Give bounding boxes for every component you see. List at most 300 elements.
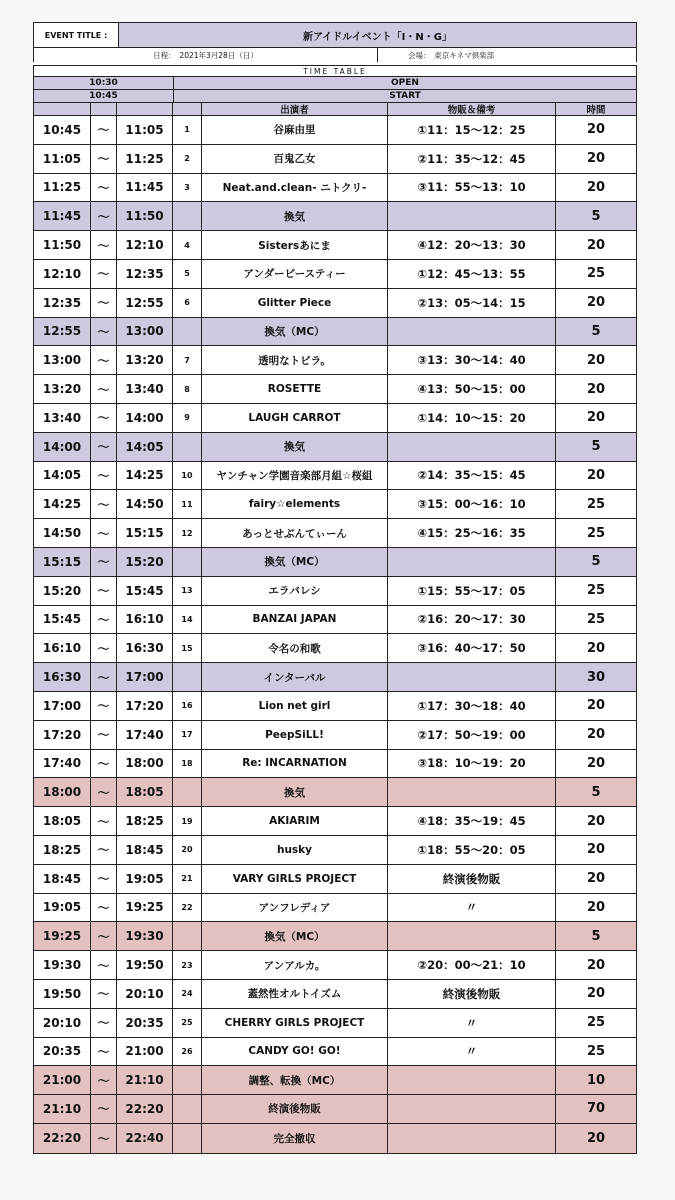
end-time: 22:40 [117,1124,173,1153]
duration-minutes: 5 [591,928,601,944]
time-separator: ～ [91,260,117,288]
open-row [33,76,637,89]
time-separator: ～ [91,548,117,576]
start-time: 14:50 [34,519,91,547]
performer-number: 11 [173,490,202,518]
performer-name: エラバレシ [202,577,388,605]
merch-note: ②13：05～14：15 [388,289,556,317]
merch-note: ④18：35～19：45 [388,807,556,835]
performer-number: 10 [173,462,202,490]
end-time: 15:15 [117,519,173,547]
start-time: 22:20 [34,1124,91,1153]
merch-note: ①18：55～20：05 [388,836,556,864]
merch-note [388,318,556,346]
start-time: 15:20 [34,577,91,605]
performer-name: CANDY GO! GO! [202,1038,388,1066]
time-separator: ～ [91,606,117,634]
time-separator: ～ [91,202,117,230]
table-row [34,663,636,692]
performer-name: インターバル [202,663,388,691]
table-row [34,980,636,1009]
duration-minutes: 25 [586,1043,606,1059]
end-time: 19:25 [117,894,173,922]
time-separator: ～ [91,807,117,835]
table-row [34,346,636,375]
start-time: 10:45 [34,90,174,102]
performer-name: 換気（MC） [202,922,388,950]
performer-number: 8 [173,375,202,403]
time-separator: ～ [91,116,117,144]
performer-number: 21 [173,865,202,893]
open-label: OPEN [391,78,419,88]
performer-number: 4 [173,231,202,259]
end-time: 17:00 [117,663,173,691]
merch-note: ②17：50～19：00 [388,721,556,749]
merch-note [388,663,556,691]
merch-note: ③11：55～13：10 [388,174,556,202]
performer-name: Neat.and.clean- ニトクリ- [202,174,388,202]
merch-note [388,922,556,950]
time-separator: ～ [91,836,117,864]
time-separator: ～ [91,577,117,605]
end-time: 19:05 [117,865,173,893]
performer-number [173,318,202,346]
table-row [34,1124,636,1153]
table-row [34,577,636,606]
end-time: 19:50 [117,951,173,979]
merch-note [388,1066,556,1094]
performer-name: 換気（MC） [202,318,388,346]
performer-number: 6 [173,289,202,317]
table-row [34,375,636,404]
end-time: 22:20 [117,1095,173,1123]
start-time: 19:05 [34,894,91,922]
start-time: 14:25 [34,490,91,518]
performer-number: 1 [173,116,202,144]
duration-minutes: 20 [586,1130,606,1146]
table-row [34,433,636,462]
duration-minutes: 10 [586,1072,606,1088]
duration-minutes: 20 [586,237,606,253]
start-time: 14:00 [34,433,91,461]
performer-name: ROSETTE [202,375,388,403]
performer-name: 完全撤収 [202,1124,388,1153]
performer-name: 調整、転換（MC） [202,1066,388,1094]
merch-note: ①12：45～13：55 [388,260,556,288]
table-row [34,721,636,750]
time-separator: ～ [91,346,117,374]
performer-number: 23 [173,951,202,979]
duration-minutes: 5 [591,554,601,570]
duration-minutes: 20 [586,813,606,829]
col-sep [91,103,117,115]
start-time: 17:20 [34,721,91,749]
duration-minutes: 20 [586,842,606,858]
performer-name: Glitter Piece [202,289,388,317]
performer-name: Re: INCARNATION [202,750,388,778]
end-time: 11:45 [117,174,173,202]
time-separator: ～ [91,462,117,490]
time-separator: ～ [91,750,117,778]
merch-note: 〃 [388,1038,556,1066]
merch-note: ②20：00～21：10 [388,951,556,979]
table-row [34,865,636,894]
duration-minutes: 20 [586,467,606,483]
duration-minutes: 25 [586,1015,606,1031]
start-time: 16:10 [34,634,91,662]
table-row [34,836,636,865]
time-table-label: TIME TABLE [33,65,637,76]
event-date: 日程： 2021年3月28日（日） [34,48,378,62]
merch-note: ④13：50～15：00 [388,375,556,403]
performer-number: 26 [173,1038,202,1066]
start-time: 17:00 [34,692,91,720]
start-time: 15:45 [34,606,91,634]
time-separator: ～ [91,865,117,893]
time-separator: ～ [91,922,117,950]
start-time: 20:35 [34,1038,91,1066]
time-separator: ～ [91,894,117,922]
event-title-label: EVENT TITLE : [34,23,119,47]
performer-number: 12 [173,519,202,547]
merch-note: ③13：30～14：40 [388,346,556,374]
end-time: 14:25 [117,462,173,490]
table-row [34,606,636,635]
time-separator: ～ [91,433,117,461]
performer-name: アンダービースティー [202,260,388,288]
end-time: 11:25 [117,145,173,173]
performer-number: 19 [173,807,202,835]
start-time: 19:25 [34,922,91,950]
performer-name: Sistersあにま [202,231,388,259]
start-time: 17:40 [34,750,91,778]
start-time: 11:45 [34,202,91,230]
table-row [34,778,636,807]
start-time: 19:50 [34,980,91,1008]
start-time: 15:15 [34,548,91,576]
merch-note: 終演後物販 [388,865,556,893]
performer-number: 18 [173,750,202,778]
end-time: 14:00 [117,404,173,432]
performer-name: 換気 [202,778,388,806]
start-time: 13:40 [34,404,91,432]
start-time: 19:30 [34,951,91,979]
merch-note: ③15：00～16：10 [388,490,556,518]
column-header-row [33,102,637,115]
col-merch-header: 物販＆備考 [388,103,556,115]
table-row [34,116,636,145]
duration-minutes: 25 [586,496,606,512]
end-time: 16:30 [117,634,173,662]
time-separator: ～ [91,778,117,806]
start-time: 18:45 [34,865,91,893]
col-duration-header: 時間 [586,105,606,116]
duration-minutes: 5 [591,439,601,455]
start-time: 18:05 [34,807,91,835]
start-time: 12:35 [34,289,91,317]
performer-name: LAUGH CARROT [202,404,388,432]
col-performer-header: 出演者 [202,103,388,115]
duration-minutes: 20 [586,179,606,195]
table-row [34,145,636,174]
performer-name: AKIARIM [202,807,388,835]
table-row [34,692,636,721]
table-row [34,634,636,663]
duration-minutes: 5 [591,208,601,224]
start-time: 12:55 [34,318,91,346]
performer-number: 5 [173,260,202,288]
performer-number [173,433,202,461]
performer-name: husky [202,836,388,864]
performer-number: 17 [173,721,202,749]
merch-note: 〃 [388,1009,556,1037]
end-time: 18:25 [117,807,173,835]
end-time: 16:10 [117,606,173,634]
event-venue: 会場： 東京キネマ倶楽部 [408,50,495,60]
performer-number: 14 [173,606,202,634]
timetable-document [33,22,637,1154]
performer-number: 3 [173,174,202,202]
end-time: 12:35 [117,260,173,288]
table-row [34,750,636,779]
time-separator: ～ [91,318,117,346]
performer-name: アンアルカ。 [202,951,388,979]
open-time: 10:30 [34,77,174,89]
performer-name: ヤンチャン学園音楽部月組☆桜組 [202,462,388,490]
table-row [34,807,636,836]
performer-number: 22 [173,894,202,922]
duration-minutes: 20 [586,122,606,138]
time-separator: ～ [91,375,117,403]
start-time: 11:05 [34,145,91,173]
start-time: 13:00 [34,346,91,374]
duration-minutes: 70 [586,1101,606,1117]
table-row [34,894,636,923]
merch-note: ①11：15～12：25 [388,116,556,144]
table-row [34,1038,636,1067]
table-row [34,404,636,433]
end-time: 13:40 [117,375,173,403]
performer-name: 百鬼乙女 [202,145,388,173]
performer-number [173,1066,202,1094]
duration-minutes: 20 [586,899,606,915]
table-row [34,231,636,260]
time-separator: ～ [91,1095,117,1123]
start-time: 21:00 [34,1066,91,1094]
start-time: 18:00 [34,778,91,806]
time-separator: ～ [91,1066,117,1094]
performer-number: 9 [173,404,202,432]
performer-name: VARY GIRLS PROJECT [202,865,388,893]
performer-name: 換気 [202,433,388,461]
merch-note [388,1124,556,1153]
merch-note: 終演後物販 [388,980,556,1008]
performer-name: 換気 [202,202,388,230]
duration-minutes: 20 [586,151,606,167]
table-row [34,490,636,519]
start-row [33,89,637,102]
time-separator: ～ [91,289,117,317]
time-separator: ～ [91,1038,117,1066]
end-time: 13:20 [117,346,173,374]
col-start [34,103,91,115]
time-separator: ～ [91,951,117,979]
end-time: 14:05 [117,433,173,461]
duration-minutes: 20 [586,871,606,887]
table-row [34,922,636,951]
time-separator: ～ [91,692,117,720]
end-time: 18:05 [117,778,173,806]
merch-note: ④15：25～16：35 [388,519,556,547]
event-title-row [33,22,637,47]
event-title: 新アイドルイベント「I・N・G」 [119,23,636,47]
start-time: 16:30 [34,663,91,691]
table-row [34,289,636,318]
performer-name: 透明なトビラ。 [202,346,388,374]
duration-minutes: 30 [586,669,606,685]
start-time: 13:20 [34,375,91,403]
performer-name: 令名の和歌 [202,634,388,662]
performer-number: 24 [173,980,202,1008]
table-row [34,1066,636,1095]
merch-note: 〃 [388,894,556,922]
performer-number [173,1095,202,1123]
event-info-row [33,47,637,62]
col-end [117,103,173,115]
table-row [34,462,636,491]
time-separator: ～ [91,490,117,518]
start-time: 11:50 [34,231,91,259]
time-separator: ～ [91,980,117,1008]
merch-note: ②11：35～12：45 [388,145,556,173]
start-label: START [389,91,421,101]
duration-minutes: 25 [586,525,606,541]
table-row [34,260,636,289]
table-row [34,548,636,577]
performer-number [173,202,202,230]
time-separator: ～ [91,174,117,202]
duration-minutes: 25 [586,266,606,282]
performer-name: CHERRY GIRLS PROJECT [202,1009,388,1037]
performer-number [173,663,202,691]
performer-name: PeepSiLL! [202,721,388,749]
performer-number: 25 [173,1009,202,1037]
end-time: 15:20 [117,548,173,576]
performer-number [173,1124,202,1153]
merch-note [388,778,556,806]
performer-number: 15 [173,634,202,662]
end-time: 11:50 [117,202,173,230]
merch-note: ②14：35～15：45 [388,462,556,490]
table-row [34,951,636,980]
performer-name: 終演後物販 [202,1095,388,1123]
performer-number [173,922,202,950]
performer-number [173,548,202,576]
end-time: 20:35 [117,1009,173,1037]
merch-note: ①15：55～17：05 [388,577,556,605]
duration-minutes: 25 [586,583,606,599]
time-separator: ～ [91,519,117,547]
start-time: 11:25 [34,174,91,202]
end-time: 12:55 [117,289,173,317]
performer-name: 蓋然性オルトイズム [202,980,388,1008]
performer-number [173,778,202,806]
time-separator: ～ [91,1124,117,1153]
time-separator: ～ [91,721,117,749]
table-row [34,1095,636,1124]
duration-minutes: 20 [586,410,606,426]
end-time: 18:45 [117,836,173,864]
duration-minutes: 20 [586,986,606,1002]
end-time: 19:30 [117,922,173,950]
merch-note: ③16：40～17：50 [388,634,556,662]
performer-name: 換気（MC） [202,548,388,576]
merch-note: ③18：10～19：20 [388,750,556,778]
time-separator: ～ [91,1009,117,1037]
end-time: 12:10 [117,231,173,259]
duration-minutes: 20 [586,755,606,771]
table-row [34,1009,636,1038]
end-time: 13:00 [117,318,173,346]
end-time: 20:10 [117,980,173,1008]
end-time: 17:20 [117,692,173,720]
end-time: 14:50 [117,490,173,518]
merch-note: ①17：30～18：40 [388,692,556,720]
start-time: 18:25 [34,836,91,864]
end-time: 18:00 [117,750,173,778]
duration-minutes: 20 [586,352,606,368]
time-separator: ～ [91,145,117,173]
performer-name: あっとせぶんてぃーん [202,519,388,547]
merch-note: ④12：20～13：30 [388,231,556,259]
duration-minutes: 20 [586,640,606,656]
time-separator: ～ [91,634,117,662]
start-time: 12:10 [34,260,91,288]
duration-minutes: 5 [591,323,601,339]
duration-minutes: 20 [586,727,606,743]
duration-minutes: 20 [586,698,606,714]
merch-note [388,548,556,576]
table-row [34,202,636,231]
table-row [34,519,636,548]
duration-minutes: 25 [586,611,606,627]
performer-number: 2 [173,145,202,173]
merch-note: ②16：20～17：30 [388,606,556,634]
time-separator: ～ [91,404,117,432]
performer-name: アンフレディア [202,894,388,922]
merch-note [388,1095,556,1123]
time-separator: ～ [91,231,117,259]
performer-name: BANZAI JAPAN [202,606,388,634]
end-time: 21:10 [117,1066,173,1094]
performer-number: 7 [173,346,202,374]
end-time: 17:40 [117,721,173,749]
performer-name: 谷麻由里 [202,116,388,144]
start-time: 10:45 [34,116,91,144]
col-no [173,103,202,115]
performer-name: Lion net girl [202,692,388,720]
duration-minutes: 20 [586,957,606,973]
start-time: 20:10 [34,1009,91,1037]
duration-minutes: 20 [586,381,606,397]
performer-number: 16 [173,692,202,720]
schedule-table [33,115,637,1154]
performer-number: 20 [173,836,202,864]
end-time: 21:00 [117,1038,173,1066]
table-row [34,174,636,203]
end-time: 11:05 [117,116,173,144]
time-separator: ～ [91,663,117,691]
